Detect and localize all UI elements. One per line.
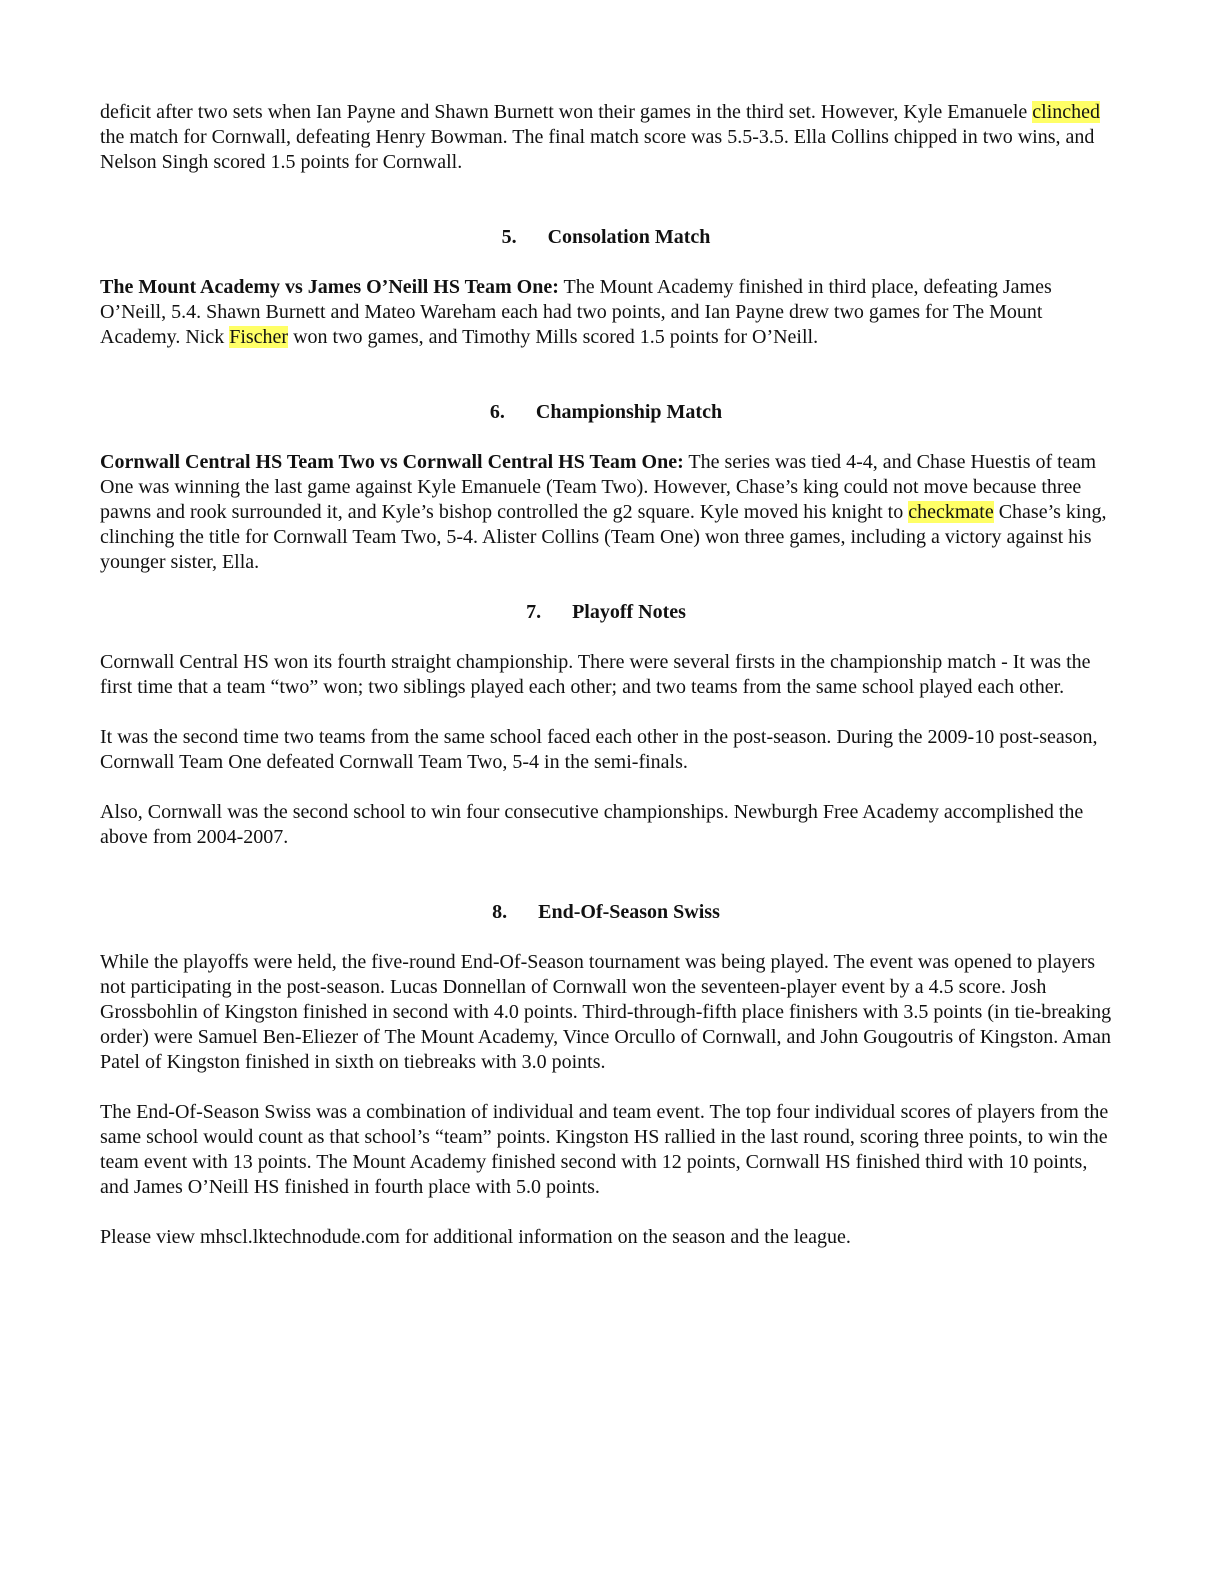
- consolation-paragraph: The Mount Academy vs James O’Neill HS Team One: The Mount Academy finished in third place, defeating James O’Neill, 5.4. Shawn Burnett and Mateo Wareham each had two points, and Ian Payne drew two games for The Mount Academy. Nick Fischer won two games, and Timothy Mills scored 1.5 points for O’Neill.: [100, 276, 1052, 348]
- document-page: [100, 100, 1112, 1250]
- consolation-lead: The Mount Academy vs James O’Neill HS Team One:: [100, 276, 559, 298]
- highlight-clinched: clinched: [1032, 101, 1101, 123]
- swiss-paragraph-2: The End-Of-Season Swiss was a combination of individual and team event. The top four individual scores of players from the same school would count as that school’s “team” points. Kingston HS rallied in the last round, scoring three points, to win the team event with 13 points. The Mount Academy finished second with 12 points, Cornwall HS finished third with 10 points, and James O’Neill HS finished in fourth place with 5.0 points.: [100, 1101, 1109, 1198]
- swiss-paragraph-3: Please view mhscl.lktechnodude.com for additional information on the season and the league.: [100, 1226, 851, 1248]
- playoff-notes-paragraph-2: It was the second time two teams from the same school faced each other in the post-season. During the 2009-10 post-season, Cornwall Team One defeated Cornwall Team Two, 5-4 in the semi-finals.: [100, 726, 1098, 773]
- section-heading-playoff-notes: 7. Playoff Notes: [526, 601, 686, 623]
- playoff-notes-paragraph-3: Also, Cornwall was the second school to win four consecutive championships. Newburgh Free Academy accomplished the above from 2004-2007.: [100, 801, 1084, 848]
- intro-paragraph: deficit after two sets when Ian Payne and Shawn Burnett won their games in the third set. However, Kyle Emanuele clinched the match for Cornwall, defeating Henry Bowman. The final match score was 5.5-3.5. Ella Collins chipped in two wins, and Nelson Singh scored 1.5 points for Cornwall.: [100, 101, 1101, 173]
- championship-lead: Cornwall Central HS Team Two vs Cornwall Central HS Team One:: [100, 451, 684, 473]
- section-heading-championship: 6. Championship Match: [489, 401, 723, 423]
- highlight-fischer: Fischer: [229, 326, 289, 348]
- highlight-checkmate: checkmate: [908, 501, 994, 523]
- championship-paragraph: Cornwall Central HS Team Two vs Cornwall Central HS Team One: The series was tied 4-4, and Chase Huestis of team One was winning the last game against Kyle Emanuele (Team Two). However, Chase’s king could not move because three pawns and rook surrounded it, and Kyle’s bishop controlled the g2 square. Kyle moved his knight to checkmate Chase’s king, clinching the title for Cornwall Team Two, 5-4. Alister Collins (Team One) won three games, including a victory against his younger sister, Ella.: [100, 451, 1107, 573]
- section-heading-consolation: 5. Consolation Match: [501, 226, 711, 248]
- section-heading-swiss: 8. End-Of-Season Swiss: [492, 901, 720, 923]
- playoff-notes-paragraph-1: Cornwall Central HS won its fourth straight championship. There were several firsts in the championship match - It was the first time that a team “two” won; two siblings played each other; and two teams from the same school played each other.: [100, 651, 1091, 698]
- swiss-paragraph-1: While the playoffs were held, the five-round End-Of-Season tournament was being played. The event was opened to players not participating in the post-season. Lucas Donnellan of Cornwall won the seventeen-player event by a 4.5 score. Josh Grossbohlin of Kingston finished in second with 4.0 points. Third-through-fifth place finishers with 3.5 points (in tie-breaking order) were Samuel Ben-Eliezer of The Mount Academy, Vince Orcullo of Cornwall, and John Gougoutris of Kingston. Aman Patel of Kingston finished in sixth on tiebreaks with 3.0 points.: [100, 951, 1112, 1073]
